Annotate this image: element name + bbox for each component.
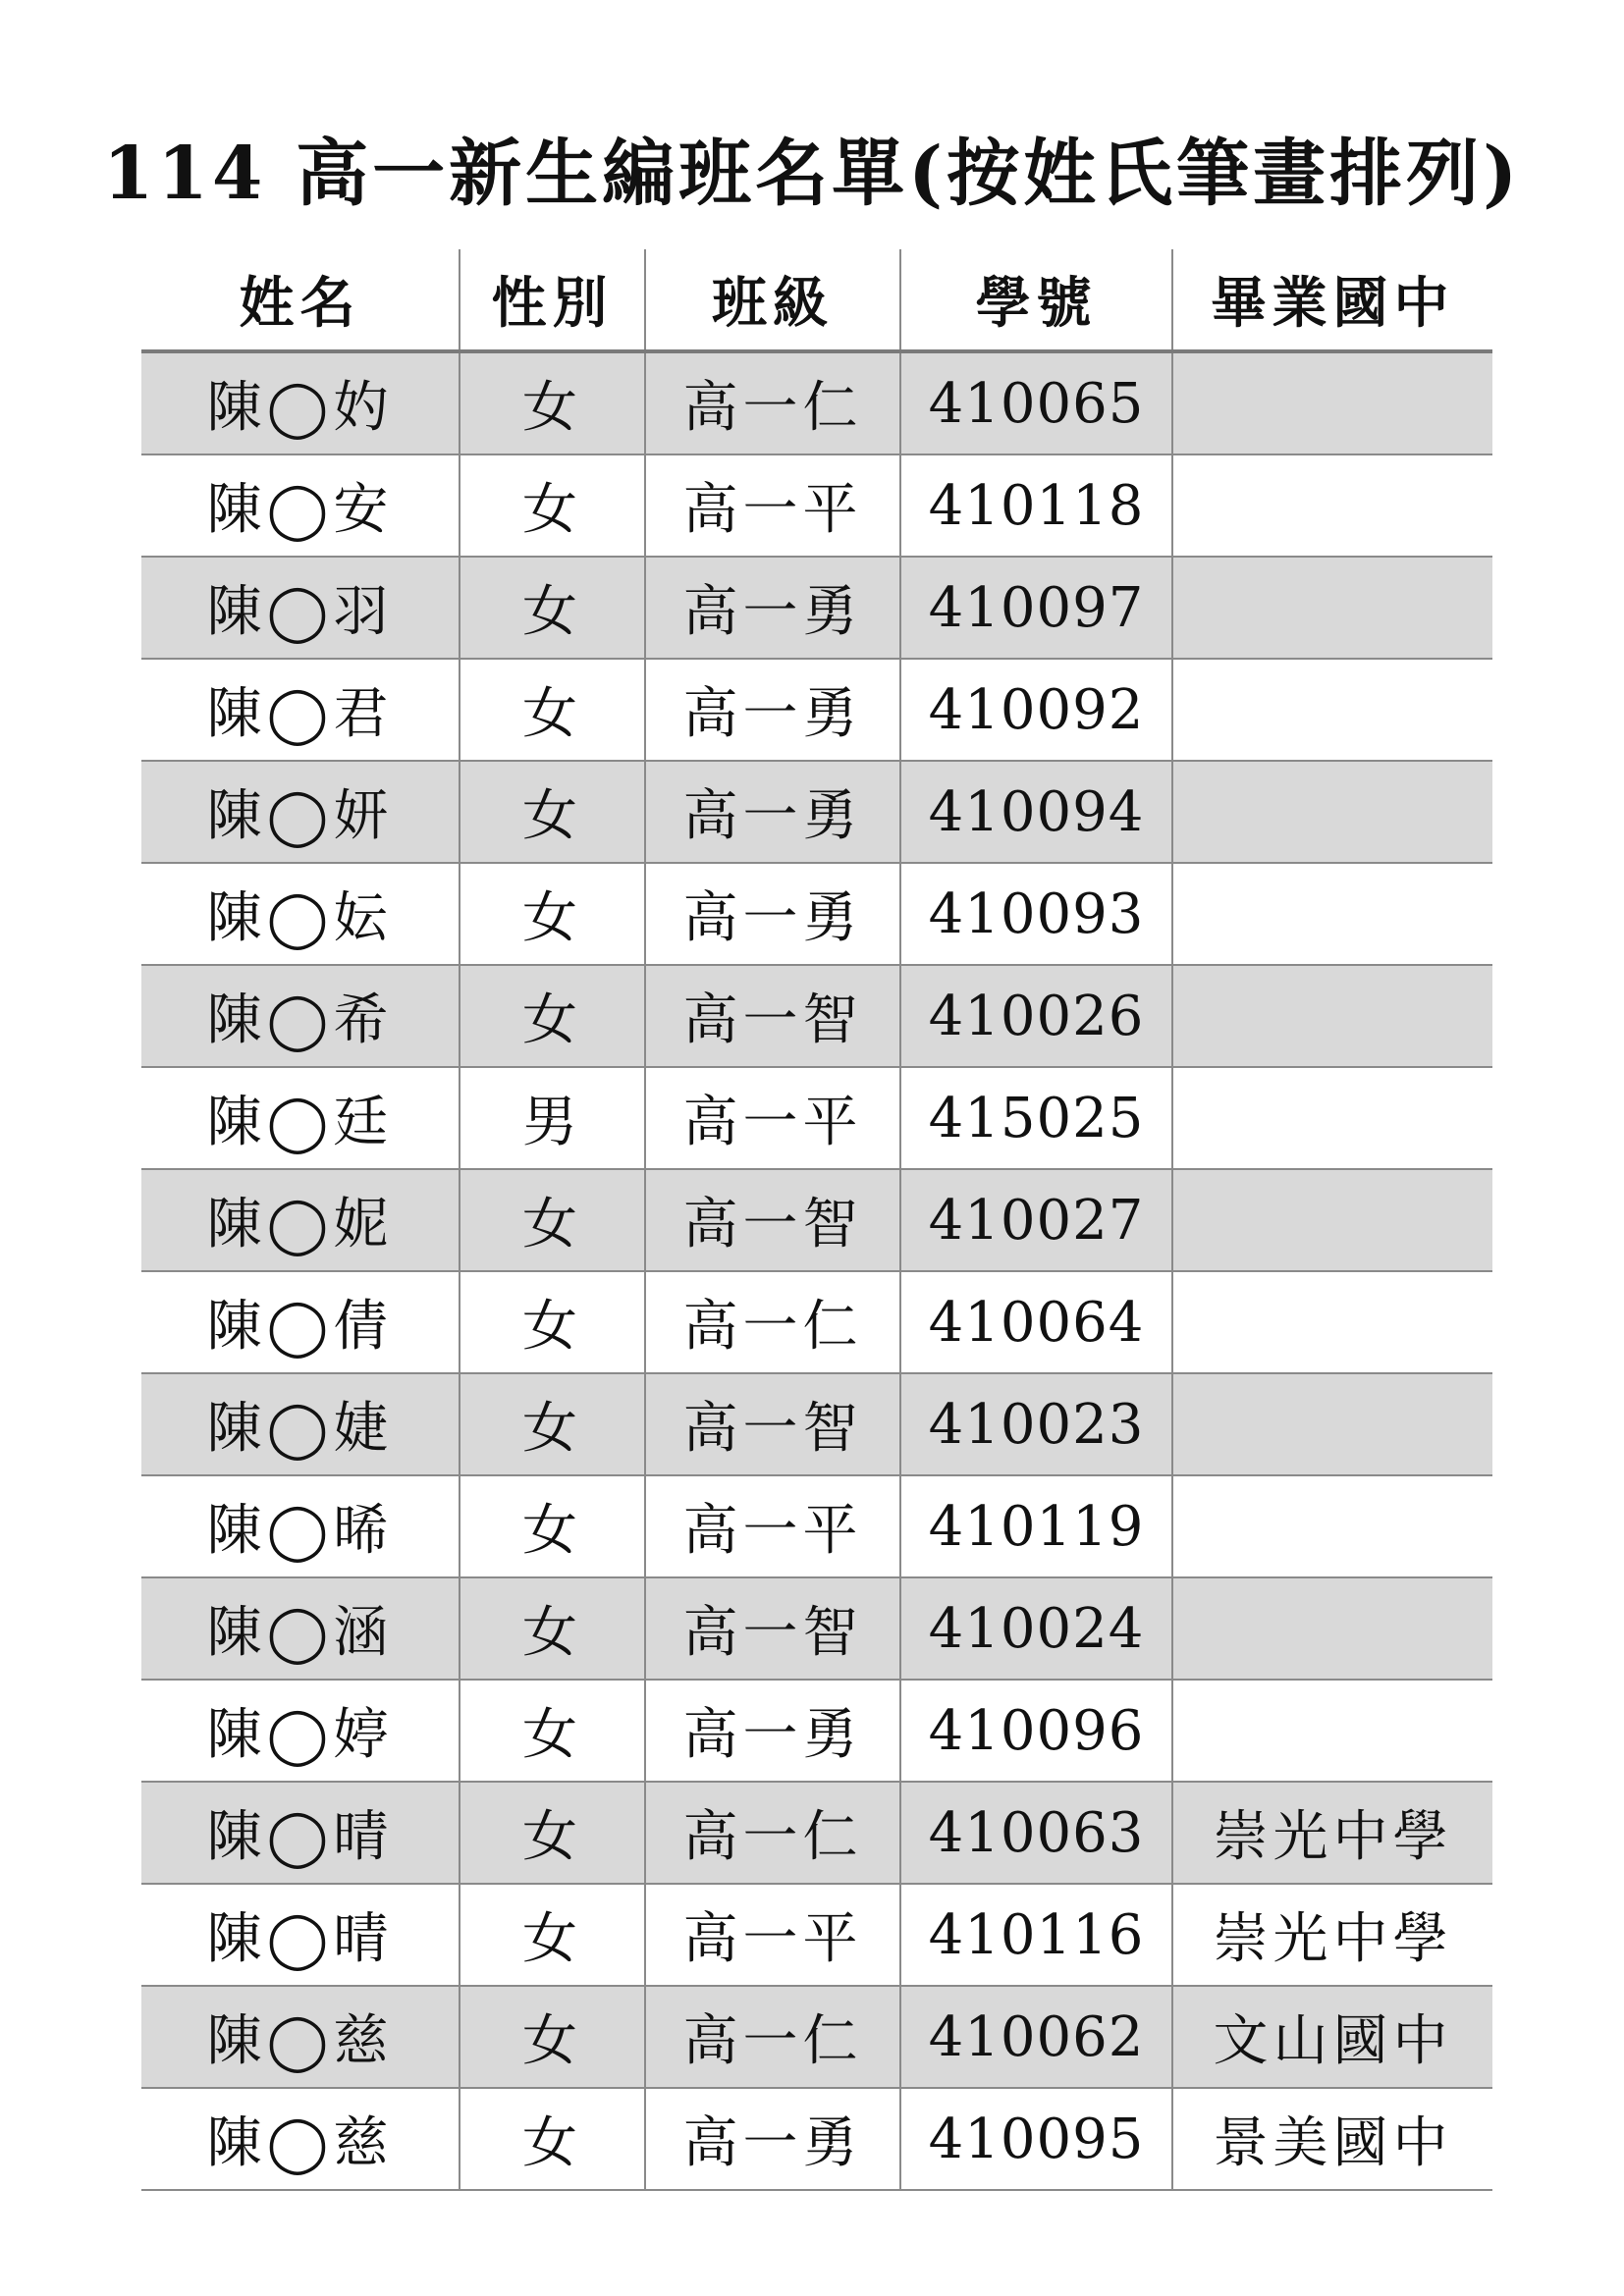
cell-name: 陳◯晴 <box>141 1884 460 1986</box>
table-row <box>141 1884 1492 1986</box>
cell-school <box>1172 1169 1492 1271</box>
table-body <box>141 351 1492 2190</box>
cell-name: 陳◯婕 <box>141 1373 460 1475</box>
cell-student-id: 410026 <box>900 965 1172 1067</box>
table-row <box>141 1475 1492 1577</box>
cell-school <box>1172 1577 1492 1680</box>
cell-school <box>1172 1373 1492 1475</box>
table-row <box>141 761 1492 863</box>
cell-school: 文山國中 <box>1172 1986 1492 2088</box>
cell-class: 高一勇 <box>645 1680 900 1782</box>
class-roster-table <box>141 249 1492 2191</box>
cell-student-id: 415025 <box>900 1067 1172 1169</box>
cell-class: 高一平 <box>645 1475 900 1577</box>
cell-student-id: 410095 <box>900 2088 1172 2190</box>
cell-gender: 女 <box>460 1986 645 2088</box>
cell-student-id: 410118 <box>900 454 1172 557</box>
cell-student-id: 410023 <box>900 1373 1172 1475</box>
cell-class: 高一平 <box>645 454 900 557</box>
cell-student-id: 410027 <box>900 1169 1172 1271</box>
table-row <box>141 454 1492 557</box>
cell-name: 陳◯涵 <box>141 1577 460 1680</box>
cell-gender: 女 <box>460 965 645 1067</box>
cell-name: 陳◯安 <box>141 454 460 557</box>
table-row <box>141 557 1492 659</box>
cell-name: 陳◯妮 <box>141 1169 460 1271</box>
cell-gender: 女 <box>460 863 645 965</box>
cell-student-id: 410116 <box>900 1884 1172 1986</box>
cell-gender: 女 <box>460 1271 645 1373</box>
cell-gender: 女 <box>460 1373 645 1475</box>
cell-class: 高一仁 <box>645 1271 900 1373</box>
table-row <box>141 1373 1492 1475</box>
cell-name: 陳◯婷 <box>141 1680 460 1782</box>
cell-name: 陳◯君 <box>141 659 460 761</box>
cell-student-id: 410093 <box>900 863 1172 965</box>
cell-class: 高一仁 <box>645 351 900 454</box>
cell-class: 高一平 <box>645 1884 900 1986</box>
cell-class: 高一勇 <box>645 2088 900 2190</box>
cell-name: 陳◯慈 <box>141 2088 460 2190</box>
cell-gender: 女 <box>460 761 645 863</box>
header-name: 姓名 <box>141 249 460 351</box>
cell-class: 高一仁 <box>645 1986 900 2088</box>
cell-gender: 女 <box>460 454 645 557</box>
cell-name: 陳◯廷 <box>141 1067 460 1169</box>
cell-class: 高一勇 <box>645 863 900 965</box>
cell-school: 崇光中學 <box>1172 1884 1492 1986</box>
table-header-row <box>141 249 1492 351</box>
cell-name: 陳◯晞 <box>141 1475 460 1577</box>
cell-name: 陳◯希 <box>141 965 460 1067</box>
cell-gender: 女 <box>460 1577 645 1680</box>
table-row <box>141 1986 1492 2088</box>
cell-school <box>1172 351 1492 454</box>
table-row <box>141 863 1492 965</box>
cell-gender: 女 <box>460 557 645 659</box>
cell-name: 陳◯羽 <box>141 557 460 659</box>
cell-school <box>1172 454 1492 557</box>
cell-gender: 女 <box>460 1884 645 1986</box>
table-row <box>141 1577 1492 1680</box>
cell-name: 陳◯妁 <box>141 351 460 454</box>
cell-gender: 女 <box>460 1680 645 1782</box>
cell-school <box>1172 1475 1492 1577</box>
cell-class: 高一智 <box>645 1373 900 1475</box>
cell-school <box>1172 1680 1492 1782</box>
cell-student-id: 410065 <box>900 351 1172 454</box>
cell-class: 高一智 <box>645 1577 900 1680</box>
cell-class: 高一勇 <box>645 557 900 659</box>
cell-student-id: 410062 <box>900 1986 1172 2088</box>
table-row <box>141 1782 1492 1884</box>
cell-student-id: 410097 <box>900 557 1172 659</box>
cell-student-id: 410092 <box>900 659 1172 761</box>
cell-student-id: 410096 <box>900 1680 1172 1782</box>
page-title: 114 高一新生編班名單(按姓氏筆畫排列) <box>102 132 1522 216</box>
cell-gender: 男 <box>460 1067 645 1169</box>
table-row <box>141 1680 1492 1782</box>
cell-school <box>1172 557 1492 659</box>
table-row <box>141 2088 1492 2190</box>
cell-class: 高一平 <box>645 1067 900 1169</box>
cell-gender: 女 <box>460 1475 645 1577</box>
cell-school: 崇光中學 <box>1172 1782 1492 1884</box>
cell-class: 高一仁 <box>645 1782 900 1884</box>
cell-school: 景美國中 <box>1172 2088 1492 2190</box>
cell-gender: 女 <box>460 659 645 761</box>
cell-class: 高一智 <box>645 1169 900 1271</box>
cell-student-id: 410024 <box>900 1577 1172 1680</box>
cell-gender: 女 <box>460 351 645 454</box>
cell-school <box>1172 965 1492 1067</box>
cell-name: 陳◯妍 <box>141 761 460 863</box>
cell-student-id: 410064 <box>900 1271 1172 1373</box>
cell-student-id: 410094 <box>900 761 1172 863</box>
table-row <box>141 659 1492 761</box>
cell-name: 陳◯晴 <box>141 1782 460 1884</box>
header-gender: 性別 <box>460 249 645 351</box>
cell-gender: 女 <box>460 1169 645 1271</box>
table-row <box>141 1067 1492 1169</box>
table-row <box>141 351 1492 454</box>
cell-school <box>1172 863 1492 965</box>
cell-gender: 女 <box>460 2088 645 2190</box>
table-row <box>141 1271 1492 1373</box>
header-class: 班級 <box>645 249 900 351</box>
cell-school <box>1172 761 1492 863</box>
header-school: 畢業國中 <box>1172 249 1492 351</box>
cell-name: 陳◯妘 <box>141 863 460 965</box>
cell-student-id: 410119 <box>900 1475 1172 1577</box>
cell-name: 陳◯慈 <box>141 1986 460 2088</box>
cell-name: 陳◯倩 <box>141 1271 460 1373</box>
cell-school <box>1172 659 1492 761</box>
cell-school <box>1172 1271 1492 1373</box>
table-row <box>141 965 1492 1067</box>
cell-gender: 女 <box>460 1782 645 1884</box>
table-row <box>141 1169 1492 1271</box>
header-student-id: 學號 <box>900 249 1172 351</box>
cell-class: 高一智 <box>645 965 900 1067</box>
cell-school <box>1172 1067 1492 1169</box>
cell-student-id: 410063 <box>900 1782 1172 1884</box>
cell-class: 高一勇 <box>645 761 900 863</box>
cell-class: 高一勇 <box>645 659 900 761</box>
